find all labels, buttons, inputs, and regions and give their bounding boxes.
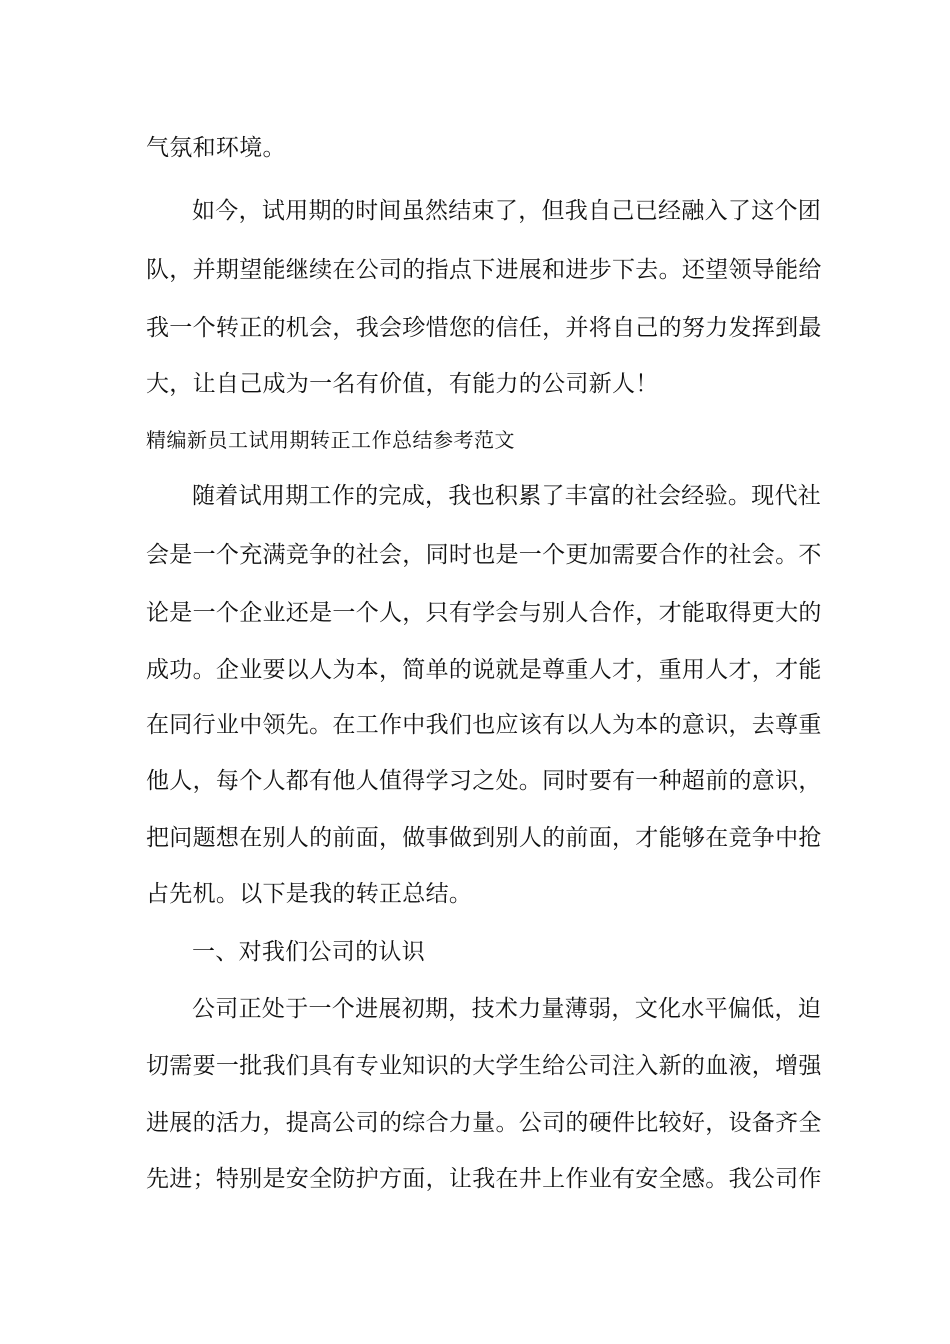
text-line: 占先机。以下是我的转正总结。 [146, 881, 473, 907]
text-line: 队，并期望能继续在公司的指点下进展和进步下去。还望领导能给 [146, 257, 822, 283]
text-line: 他人，每个人都有他人值得学习之处。同时要有一种超前的意识， [146, 768, 822, 794]
text-line: 如今，试用期的时间虽然结束了，但我自己已经融入了这个团 [192, 198, 822, 224]
text-line: 成功。企业要以人为本，简单的说就是尊重人才，重用人才，才能 [146, 657, 822, 683]
text-line: 我一个转正的机会，我会珍惜您的信任，并将自己的努力发挥到最 [146, 315, 822, 341]
text-line: 气氛和环境。 [146, 135, 286, 161]
text-line: 论是一个企业还是一个人，只有学会与别人合作，才能取得更大的 [146, 600, 822, 626]
text-line: 大，让自己成为一名有价值，有能力的公司新人！ [146, 371, 659, 397]
text-line: 会是一个充满竞争的社会，同时也是一个更加需要合作的社会。不 [146, 542, 822, 568]
text-line: 随着试用期工作的完成，我也积累了丰富的社会经验。现代社 [192, 483, 822, 509]
section-title: 精编新员工试用期转正工作总结参考范文 [146, 428, 515, 452]
text-line: 在同行业中领先。在工作中我们也应该有以人为本的意识，去尊重 [146, 712, 822, 738]
text-line: 把问题想在别人的前面，做事做到别人的前面，才能够在竞争中抢 [146, 825, 822, 851]
text-line: 切需要一批我们具有专业知识的大学生给公司注入新的血液，增强 [146, 1053, 822, 1079]
section-heading: 一、对我们公司的认识 [192, 939, 425, 965]
text-line: 进展的活力，提高公司的综合力量。公司的硬件比较好，设备齐全 [146, 1110, 822, 1136]
text-line: 公司正处于一个进展初期，技术力量薄弱，文化水平偏低，迫 [192, 996, 822, 1022]
text-line: 先进；特别是安全防护方面，让我在井上作业有安全感。我公司作 [146, 1166, 822, 1192]
